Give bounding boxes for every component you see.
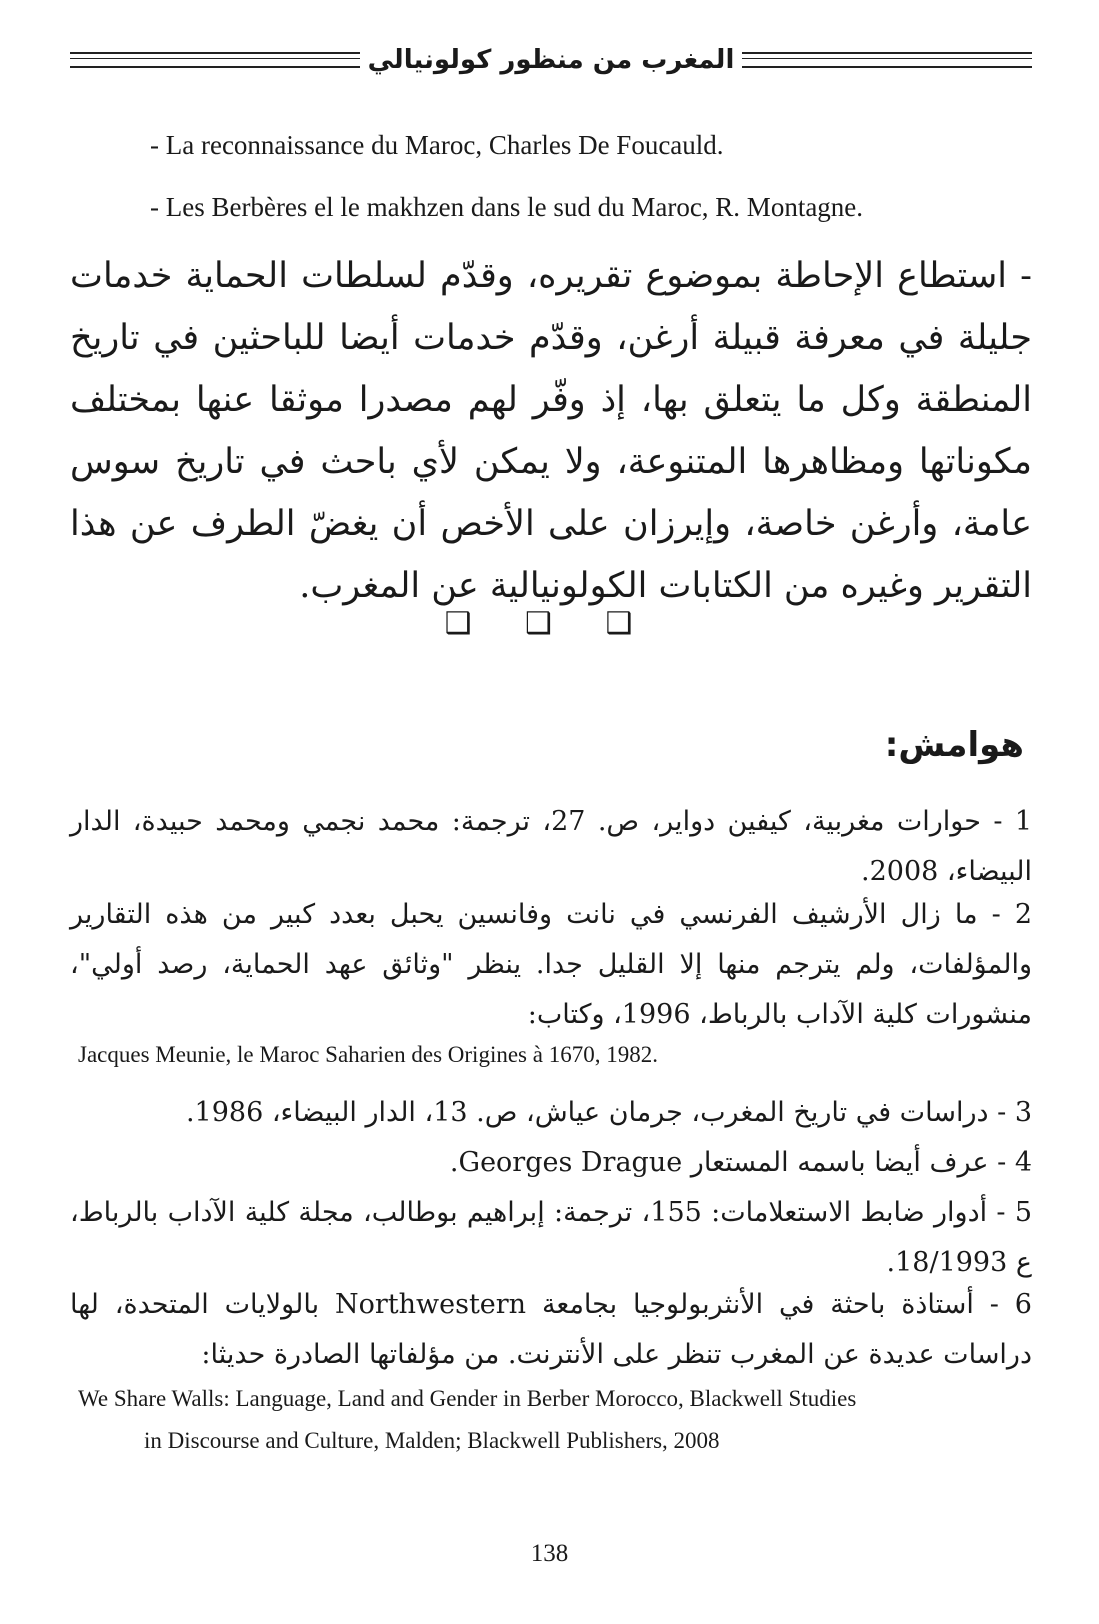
footnote-6-bibliography bbox=[78, 1378, 1008, 1462]
header-rule-left bbox=[70, 52, 360, 68]
bibliography-line-1: We Share Walls: Language, Land and Gender in Berber Morocco, Blackwell Studies bbox=[78, 1386, 857, 1411]
footnote-3: 3 - دراسات في تاريخ المغرب، جرمان عياش، ص. 13، الدار البيضاء، 1986. bbox=[185, 1097, 1032, 1128]
footnote-5: 5 - أدوار ضابط الاستعلامات: 155، ترجمة: إبراهيم بوطالب، مجلة كلية الآداب بالرباط، ع 18/1993. bbox=[70, 1197, 1032, 1278]
header-rule-right bbox=[742, 52, 1032, 68]
reference-foucauld: - La reconnaissance du Maroc, Charles De Foucauld. bbox=[150, 130, 724, 160]
section-ornament: ❑ ❑ ❑ bbox=[444, 606, 655, 641]
bibliography-line-2: in Discourse and Culture, Malden; Blackwell Publishers, 2008 bbox=[144, 1428, 720, 1453]
footnote-6: 6 - أستاذة باحثة في الأنثربولوجيا بجامعة Northwestern بالولايات المتحدة، لها دراسات عديدة عن المغرب تنظر على الأنترنت. من مؤلفاتها الصادرة حديثا: bbox=[70, 1289, 1032, 1370]
footnote-2: 2 - ما زال الأرشيف الفرنسي في نانت وفانسين يحبل بعدد كبير من هذه التقارير والمؤلفات، ولم يترجم منها إلا القليل جدا. ينظر "وثائق عهد الحماية، رصد أولي"، منشورات كلية الآداب بالرباط، 1996، وكتاب: bbox=[70, 899, 1032, 1030]
reference-montagne: - Les Berbères el le makhzen dans le sud du Maroc, R. Montagne. bbox=[150, 192, 864, 222]
footnote-2-latin: Jacques Meunie, le Maroc Saharien des Origines à 1670, 1982. bbox=[78, 1042, 658, 1067]
body-paragraph: - استطاع الإحاطة بموضوع تقريره، وقدّم لسلطات الحماية خدمات جليلة في معرفة قبيلة أرغن، وقدّم خدمات أيضا للباحثين في تاريخ المنطقة وكل ما يتعلق بها، إذ وفّر لهم مصدرا موثقا عنها بمختلف مكوناتها ومظاهرها المتنوعة، ولا يمكن لأي باحث في تاريخ سوس عامة، وأرغن خاصة، وإيرزان على الأخص أن يغضّ الطرف عن هذا التقرير وغيره من الكتابات الكولونيالية عن المغرب. bbox=[70, 256, 1032, 606]
running-title: المغرب من منظور كولونيالي bbox=[367, 45, 735, 75]
footnote-4: 4 - عرف أيضا باسمه المستعار Georges Drague. bbox=[449, 1147, 1032, 1178]
notes-heading: هوامش: bbox=[884, 725, 1024, 765]
footnote-1: 1 - حوارات مغربية، كيفين دواير، ص. 27، ترجمة: محمد نجمي ومحمد حبيدة، الدار البيضاء، 2008. bbox=[70, 806, 1032, 887]
page-header bbox=[70, 40, 1032, 80]
page-number: 138 bbox=[530, 1540, 569, 1567]
